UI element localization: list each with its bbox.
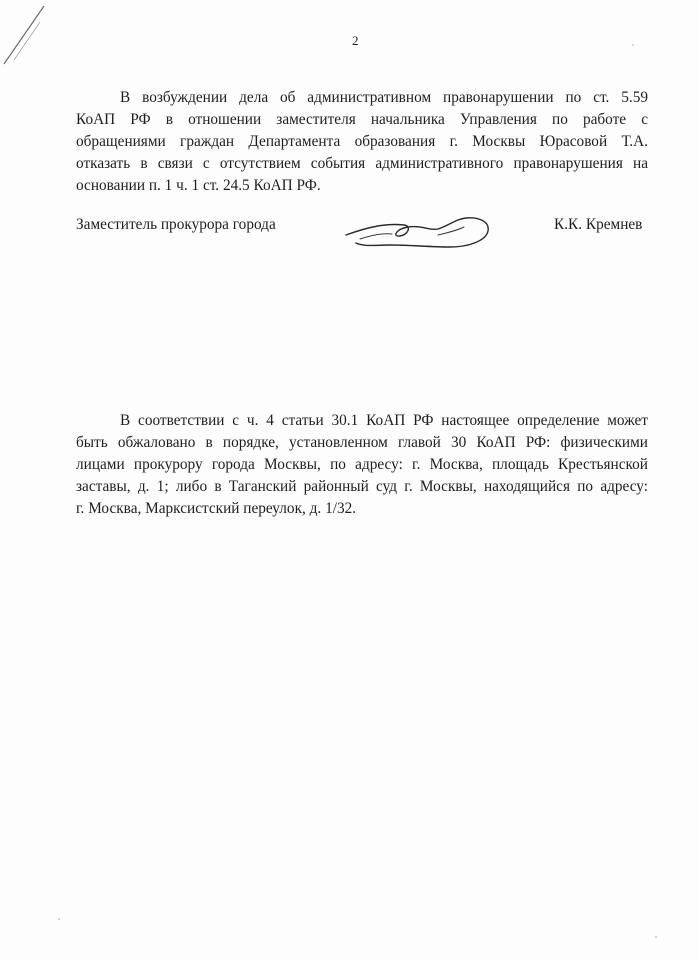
handwritten-signature [338,205,498,255]
scan-speck [632,44,634,46]
paragraph-line: г. Москва, Марксистский переулок, д. 1/32. [76,500,357,517]
scan-speck [655,936,657,938]
paragraph-line: отказать в связи с отсутствием события административного правонарушения на [76,155,648,172]
paragraph-line: основании п. 1 ч. 1 ст. 24.5 КоАП РФ. [76,177,321,194]
page-number: 2 [352,33,359,48]
scan-corner-mark [0,0,60,70]
paragraph-line: быть обжаловано в порядке, установленном главой 30 КоАП РФ: физическими [76,434,648,451]
paragraph-line: В соответствии с ч. 4 статьи 30.1 КоАП РФ настоящее определение может [120,412,648,429]
signer-name: К.К. Кремнев [554,216,643,233]
paragraph-line: обращениями граждан Департамента образования г. Москвы Юрасовой Т.А. [76,133,648,150]
decision-paragraph [76,87,648,197]
paragraph-line: В возбуждении дела об административном правонарушении по ст. 5.59 [120,89,648,106]
paragraph-line: КоАП РФ в отношении заместителя начальника Управления по работе с [76,111,648,128]
paragraph-line: заставы, д. 1; либо в Таганский районный суд г. Москвы, находящийся по адресу: [76,478,648,495]
signer-role: Заместитель прокурора города [76,216,276,233]
scan-speck [58,918,60,920]
appeal-paragraph [76,410,648,520]
paragraph-line: лицами прокурору города Москвы, по адресу: г. Москва, площадь Крестьянской [76,456,648,473]
